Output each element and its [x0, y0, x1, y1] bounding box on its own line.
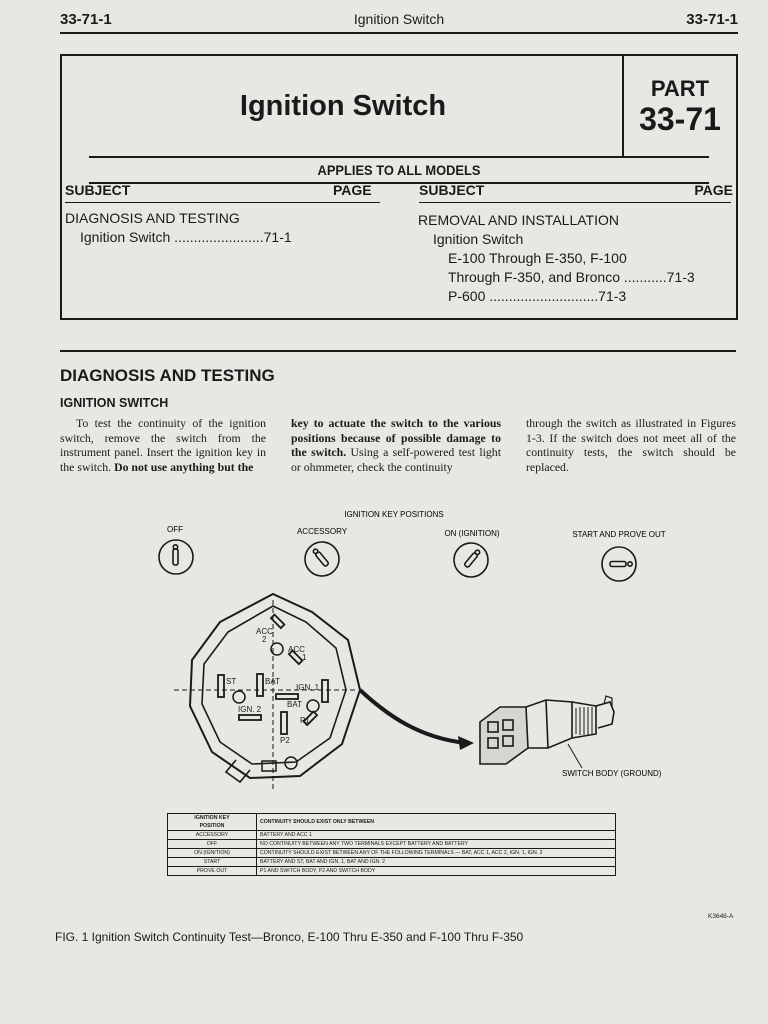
- terminal-label: P2: [280, 736, 290, 745]
- key-label-off: OFF: [167, 525, 183, 534]
- subject-header-left: SUBJECT: [65, 182, 131, 198]
- part-number: 33-71: [639, 101, 721, 137]
- toc-left-line: DIAGNOSIS AND TESTING: [65, 210, 240, 226]
- terminal-label: BAT: [265, 677, 280, 686]
- subject-header-right: SUBJECT: [419, 182, 485, 198]
- toc-left-line: Ignition Switch .......................71-1: [80, 229, 292, 245]
- key-dial-off-icon: [159, 540, 193, 574]
- subsection-heading: IGNITION SWITCH: [60, 396, 169, 410]
- table-cell-continuity: BATTERY AND ST, BAT AND IGN. 1, BAT AND IGN. 2: [257, 858, 616, 867]
- key-dial-on-icon: [447, 536, 495, 584]
- terminal-label: IGN. 2: [238, 705, 262, 714]
- body-text-bold: Do not use anything but the: [114, 459, 254, 474]
- terminal-label: ACC: [256, 627, 273, 636]
- toc-right-line: REMOVAL AND INSTALLATION: [418, 212, 619, 228]
- switch-connector-face-icon: [174, 594, 360, 790]
- table-cell-position: PROVE OUT: [168, 867, 257, 876]
- section-heading: DIAGNOSIS AND TESTING: [60, 366, 275, 385]
- title-box: [60, 54, 738, 320]
- table-header-position: IGNITION KEY POSITION: [168, 814, 257, 831]
- toc-right-line: Through F-350, and Bronco ...........71-3: [448, 269, 695, 285]
- figure-caption: FIG. 1 Ignition Switch Continuity Test—Bronco, E-100 Thru E-350 and F-100 Thru F-350: [55, 930, 524, 944]
- applies-banner: APPLIES TO ALL MODELS: [89, 156, 709, 184]
- body-text: Using a self-powered test light or ohmmeter, check the continuity: [291, 445, 501, 474]
- body-column-2: [291, 416, 501, 474]
- terminal-label: ST: [226, 677, 237, 686]
- table-row: [168, 840, 616, 849]
- table-cell-continuity: P1 AND SWITCH BODY, P2 AND SWITCH BODY: [257, 867, 616, 876]
- table-cell-continuity: BATTERY AND ACC 1: [257, 831, 616, 840]
- body-column-3: [526, 416, 736, 474]
- key-label-start: START AND PROVE OUT: [572, 530, 666, 539]
- table-cell-continuity: CONTINUITY SHOULD EXIST BETWEEN ANY OF THE FOLLOWING TERMINALS — BAT, ACC 1, ACC 2, IGN. 1, IGN. 2: [257, 849, 616, 858]
- terminal-label: BAT: [287, 700, 302, 709]
- body-text-bold: key to actuate the switch to the various positions because of possible damage to the switch.: [291, 416, 501, 459]
- table-header-row: [168, 814, 616, 831]
- key-label-on: ON (IGNITION): [444, 529, 500, 538]
- page-header-left: PAGE: [333, 182, 372, 198]
- key-dial-accessory-icon: [298, 535, 346, 583]
- part-label: PART: [650, 76, 710, 101]
- continuity-table: [167, 813, 616, 876]
- switch-body-icon: [480, 696, 614, 768]
- toc-right-line: Ignition Switch: [433, 231, 524, 247]
- body-text: through the switch as illustrated in Figures 1-3. If the switch does not meet all of the continuity tests, the switch should be replaced.: [526, 416, 736, 474]
- running-header: [60, 8, 738, 34]
- terminal-label: ACC: [288, 645, 305, 654]
- column-rule-left: [65, 202, 380, 203]
- table-header-continuity: CONTINUITY SHOULD EXIST ONLY BETWEEN: [257, 814, 616, 831]
- table-cell-position: ACCESSORY: [168, 831, 257, 840]
- switch-body-label: SWITCH BODY (GROUND): [562, 769, 662, 778]
- table-row: [168, 849, 616, 858]
- table-row: [168, 858, 616, 867]
- body-text: To test the continuity of the ignition switch, remove the switch from the instrument panel. Insert the ignition key in the switch.: [60, 416, 266, 474]
- section-rule: [60, 350, 736, 352]
- key-label-accessory: ACCESSORY: [296, 527, 348, 536]
- terminal-label: P1: [300, 716, 310, 725]
- terminal-label: IGN. 1: [296, 683, 320, 692]
- ignition-switch-figure: [0, 500, 768, 810]
- table-cell-position: START: [168, 858, 257, 867]
- page-number-left: 33-71-1: [60, 11, 112, 28]
- toc-right-line: E-100 Through E-350, F-100: [448, 250, 627, 266]
- key-positions-title: IGNITION KEY POSITIONS: [344, 510, 444, 519]
- table-cell-position: OFF: [168, 840, 257, 849]
- arrow-icon: [360, 690, 474, 750]
- key-dial-start-icon: [602, 547, 636, 581]
- part-title: Ignition Switch: [239, 89, 447, 122]
- table-row: [168, 831, 616, 840]
- terminal-label: 1: [302, 653, 307, 662]
- column-rule-right: [419, 202, 731, 203]
- figure-id: K3648-A: [708, 913, 734, 920]
- page-number-right: 33-71-1: [686, 11, 738, 28]
- part-box: [622, 56, 736, 156]
- table-row: [168, 867, 616, 876]
- page-header-right: PAGE: [694, 182, 733, 198]
- body-column-1: [60, 416, 266, 474]
- table-cell-position: ON (IGNITION): [168, 849, 257, 858]
- running-title: Ignition Switch: [353, 11, 445, 27]
- table-cell-continuity: NO CONTINUITY BETWEEN ANY TWO TERMINALS EXCEPT BATTERY AND BATTERY: [257, 840, 616, 849]
- toc-right-line: P-600 ............................71-3: [448, 288, 627, 304]
- terminal-label: 2: [262, 635, 267, 644]
